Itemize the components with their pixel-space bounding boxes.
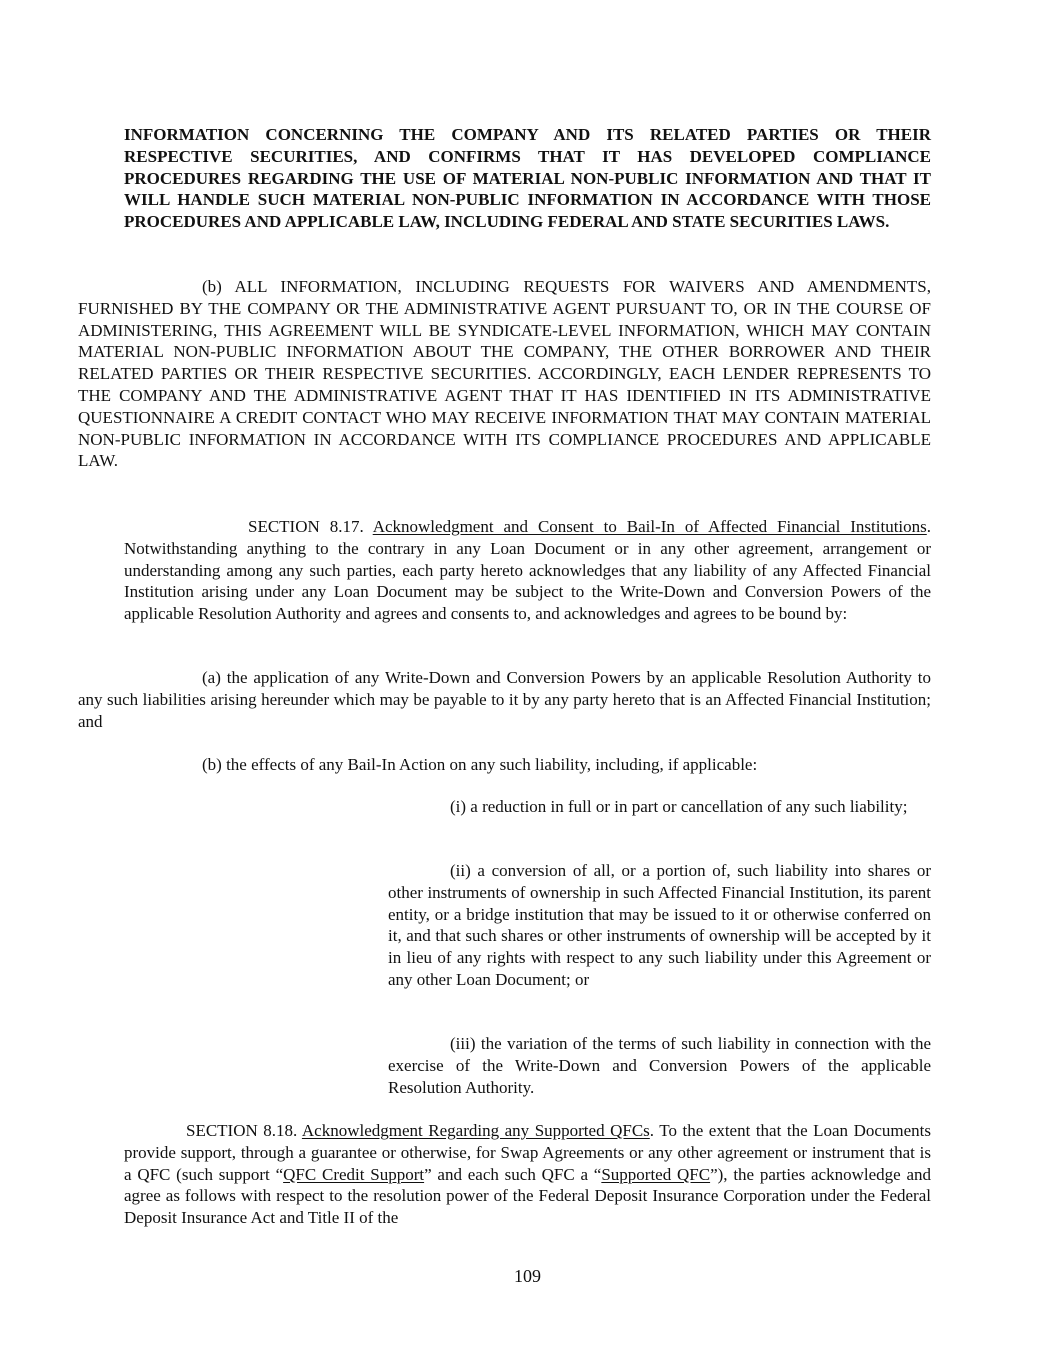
section-8-18-title: Acknowledgment Regarding any Supported QFCs	[301, 1121, 650, 1140]
section-8-18-number: SECTION 8.18.	[186, 1121, 298, 1140]
subclause-i-paragraph: (i) a reduction in full or in part or cancellation of any such liability;	[450, 797, 908, 816]
bold-disclaimer-paragraph: INFORMATION CONCERNING THE COMPANY AND ITS RELATED PARTIES OR THEIR RESPECTIVE SECURITIES, AND CONFIRMS THAT IT HAS DEVELOPED COMPLIANCE PROCEDURES REGARDING THE USE OF MATERIAL NON-PUBLIC INFORMATION AND THAT IT WILL HANDLE SUCH MATERIAL NON-PUBLIC INFORMATION IN ACCORDANCE WITH THOSE PROCEDURES AND APPLICABLE LAW, INCLUDING FEDERAL AND STATE SECURITIES LAWS.	[124, 125, 931, 232]
section-8-18-body-1: . To the extent that the Loan Documents provide support, through a guarantee or otherwise, for Swap Agreements or any other agreement or instrument that is a QFC (such support “	[124, 1121, 932, 1184]
qfc-credit-support-term: QFC Credit Support	[283, 1164, 425, 1184]
syndicate-information-paragraph: (b) ALL INFORMATION, INCLUDING REQUESTS FOR WAIVERS AND AMENDMENTS, FURNISHED BY THE COMPANY OR THE ADMINISTRATIVE AGENT PURSUANT TO, OR IN THE COURSE OF ADMINISTERING, THIS AGREEMENT WILL BE SYNDICATE-LEVEL INFORMATION, WHICH MAY CONTAIN MATERIAL NON-PUBLIC INFORMATION ABOUT THE COMPANY, THE OTHER BORROWER AND THEIR RELATED PARTIES OR THEIR RESPECTIVE SECURITIES. ACCORDINGLY, EACH LENDER REPRESENTS TO THE COMPANY AND THE ADMINISTRATIVE AGENT THAT IT HAS IDENTIFIED IN ITS ADMINISTRATIVE QUESTIONNAIRE A CREDIT CONTACT WHO MAY RECEIVE INFORMATION THAT MAY CONTAIN MATERIAL NON-PUBLIC INFORMATION IN ACCORDANCE WITH ITS COMPLIANCE PROCEDURES AND APPLICABLE LAW.	[78, 277, 931, 471]
section-8-18-body-3: ”), the parties acknowledge and agree as follows with respect to the resolution power of the Federal Deposit Insurance Corporation under the Federal Deposit Insurance Act and Title II of the	[124, 1164, 931, 1228]
section-8-17-number: SECTION 8.17.	[248, 517, 364, 536]
section-8-17-title: Acknowledgment and Consent to Bail-In of Affected Financial Institutions	[372, 517, 927, 536]
section-8-17-paragraph	[124, 516, 931, 625]
subclause-ii-paragraph: (ii) a conversion of all, or a portion of, such liability into shares or other instruments of ownership in such Affected Financial Institution, its parent entity, or a bridge institution that may be issued to it or otherwise conferred on it, and that such shares or other instruments of ownership will be accepted by it in lieu of any rights with respect to any such liability under this Agreement or any other Loan Document; or	[388, 861, 931, 989]
clause-b-paragraph: (b) the effects of any Bail-In Action on any such liability, including, if applicable:	[202, 755, 758, 774]
section-8-18-paragraph	[124, 1120, 931, 1229]
clause-a-paragraph: (a) the application of any Write-Down and Conversion Powers by an applicable Resolution Authority to any such liabilities arising hereunder which may be payable to it by any party hereto that is an Affected Financial Institution; and	[78, 668, 931, 731]
section-8-17-title-end: .	[926, 517, 932, 536]
section-8-18-body-2: ” and each such QFC a “	[424, 1164, 602, 1184]
supported-qfc-term: Supported QFC	[601, 1164, 711, 1184]
section-8-17-body: Notwithstanding anything to the contrary in any Loan Document or in any other agreement, arrangement or understanding among any such parties, each party hereto acknowledges that any liability of any Affected Financial Institution arising under any Loan Document may be subject to the Write-Down and Conversion Powers of the applicable Resolution Authority and agrees and consents to, and acknowledges and agrees to be bound by:	[124, 538, 931, 624]
page-number: 109	[514, 1266, 541, 1286]
subclause-iii-paragraph: (iii) the variation of the terms of such liability in connection with the exercise of the Write-Down and Conversion Powers of the applicable Resolution Authority.	[388, 1034, 931, 1097]
